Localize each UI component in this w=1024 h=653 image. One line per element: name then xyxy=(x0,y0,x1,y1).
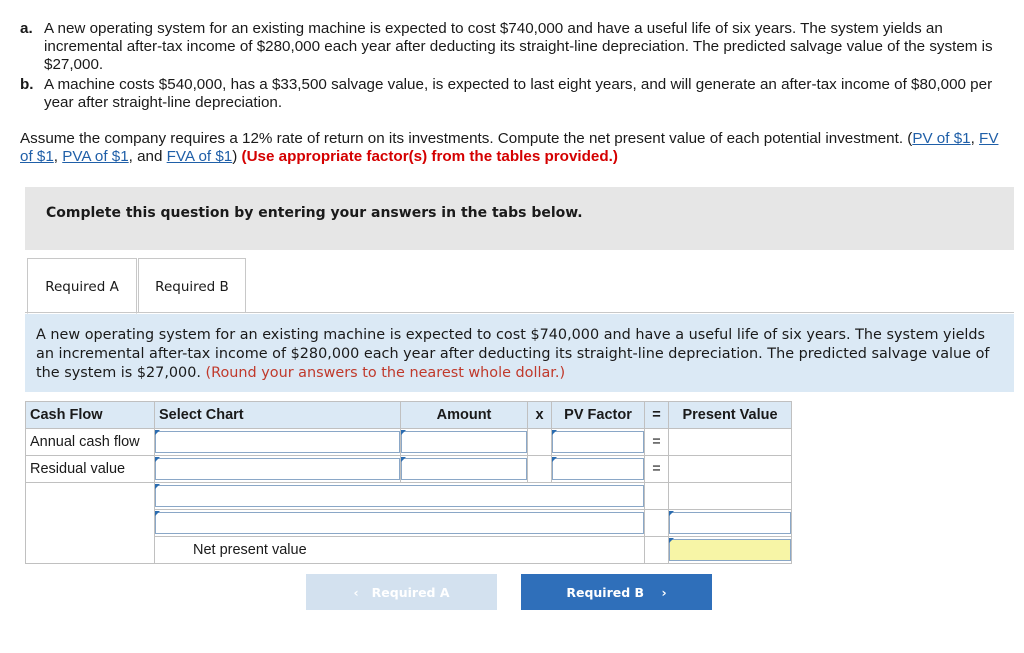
required-a-description xyxy=(25,314,1014,392)
header-x: x xyxy=(528,402,552,429)
question-a-text: A new operating system for an existing machine is expected to cost $740,000 and have a useful life of six years. The system yields an incremental after-tax income of $280,000 each year after deducting its straight-line depreciation. The predicted salvage value of the system is $27,000. xyxy=(44,20,993,73)
instruction-text: Assume the company requires a 12% rate of return on its investments. Compute the net present value of each potential investment. ( xyxy=(20,130,913,147)
link-pv-of-1[interactable]: PV of $1 xyxy=(912,130,971,147)
select-chart-cell xyxy=(155,456,401,483)
dropdown-indicator-icon xyxy=(401,430,406,435)
amount-cell xyxy=(401,429,528,456)
table-row xyxy=(26,429,792,456)
dropdown-indicator-icon xyxy=(155,430,160,435)
amount-cell xyxy=(401,456,528,483)
question-a-label: a. xyxy=(20,20,33,37)
prev-button-label: Required A xyxy=(371,584,450,600)
prev-button[interactable] xyxy=(306,574,497,610)
next-button[interactable] xyxy=(521,574,712,610)
pv-factor-input-residual[interactable] xyxy=(552,458,644,480)
banner-text: Complete this question by entering your answers in the tabs below. xyxy=(46,205,583,221)
question-a xyxy=(20,20,1010,74)
row-label-residual-value: Residual value xyxy=(26,456,155,483)
npv-label: Net present value xyxy=(155,537,645,564)
question-b xyxy=(20,76,1010,112)
header-amount: Amount xyxy=(401,402,528,429)
tab-required-a[interactable] xyxy=(27,258,137,314)
extra-input-2[interactable] xyxy=(155,512,644,534)
table-row xyxy=(26,537,792,564)
pv-factor-input-annual[interactable] xyxy=(552,431,644,453)
tab-label: Required B xyxy=(155,279,229,295)
empty-cell xyxy=(26,510,155,537)
pv-factor-cell xyxy=(552,429,645,456)
empty-cell xyxy=(669,483,792,510)
table-row xyxy=(26,456,792,483)
amount-input-residual[interactable] xyxy=(401,458,527,480)
instruction xyxy=(20,130,1010,166)
pv-factor-cell xyxy=(552,456,645,483)
present-value-extra-cell xyxy=(669,510,792,537)
table-row xyxy=(26,510,792,537)
present-value-extra-input[interactable] xyxy=(669,512,791,534)
select-chart-input-residual[interactable] xyxy=(155,458,400,480)
next-button-label: Required B xyxy=(566,584,645,600)
separator: , xyxy=(53,148,63,165)
dropdown-indicator-icon xyxy=(401,457,406,462)
separator: ) xyxy=(232,148,242,165)
tab-required-b[interactable] xyxy=(138,258,246,313)
link-pva-of-1[interactable]: PVA of $1 xyxy=(62,148,129,165)
dropdown-indicator-icon xyxy=(552,430,557,435)
description-note: (Round your answers to the nearest whole dollar.) xyxy=(205,365,566,381)
amount-input-annual[interactable] xyxy=(401,431,527,453)
dropdown-indicator-icon xyxy=(155,511,160,516)
x-cell xyxy=(528,456,552,483)
separator: , and xyxy=(128,148,167,165)
dropdown-indicator-icon xyxy=(669,511,674,516)
link-fv-of-1[interactable]: FV of $1 xyxy=(20,130,999,165)
empty-cell xyxy=(26,537,155,564)
select-chart-cell xyxy=(155,429,401,456)
chevron-left-icon: ‹ xyxy=(353,584,359,600)
equals-sign: = xyxy=(645,429,669,456)
empty-cell xyxy=(26,483,155,510)
npv-cell xyxy=(669,537,792,564)
tab-divider xyxy=(25,312,1014,313)
separator: , xyxy=(970,130,980,147)
extra-input-1[interactable] xyxy=(155,485,644,507)
equals-sign: = xyxy=(645,456,669,483)
extra-input-cell xyxy=(155,510,645,537)
dropdown-indicator-icon xyxy=(155,457,160,462)
header-select-chart: Select Chart xyxy=(155,402,401,429)
row-label-annual-cash-flow: Annual cash flow xyxy=(26,429,155,456)
x-cell xyxy=(528,429,552,456)
extra-input-cell xyxy=(155,483,645,510)
dropdown-indicator-icon xyxy=(669,538,674,543)
question-b-text: A machine costs $540,000, has a $33,500 salvage value, is expected to last eight years, and will generate an after-tax income of $80,000 per year after straight-line depreciation. xyxy=(44,76,993,111)
npv-input[interactable] xyxy=(669,539,791,561)
npv-table xyxy=(25,401,792,564)
empty-cell xyxy=(645,537,669,564)
header-cash-flow: Cash Flow xyxy=(26,402,155,429)
header-pv-factor: PV Factor xyxy=(552,402,645,429)
empty-cell xyxy=(645,483,669,510)
instruction-note: (Use appropriate factor(s) from the tables provided.) xyxy=(241,148,618,165)
table-row xyxy=(26,483,792,510)
dropdown-indicator-icon xyxy=(552,457,557,462)
instructions-banner xyxy=(25,187,1014,250)
header-equals: = xyxy=(645,402,669,429)
dropdown-indicator-icon xyxy=(155,484,160,489)
question-b-label: b. xyxy=(20,76,34,93)
table-header xyxy=(26,402,792,429)
tab-label: Required A xyxy=(45,279,119,295)
present-value-cell-residual xyxy=(669,456,792,483)
present-value-cell-annual xyxy=(669,429,792,456)
link-fva-of-1[interactable]: FVA of $1 xyxy=(166,148,233,165)
description-text: A new operating system for an existing machine is expected to cost $740,000 and have a useful life of six years. The system yields an incremental after-tax income of $280,000 each year after deducting its straight-line depreciation. The predicted salvage value of the system is $27,000. xyxy=(36,327,990,381)
chevron-right-icon: › xyxy=(661,584,667,600)
select-chart-input-annual[interactable] xyxy=(155,431,400,453)
empty-cell xyxy=(645,510,669,537)
header-present-value: Present Value xyxy=(669,402,792,429)
